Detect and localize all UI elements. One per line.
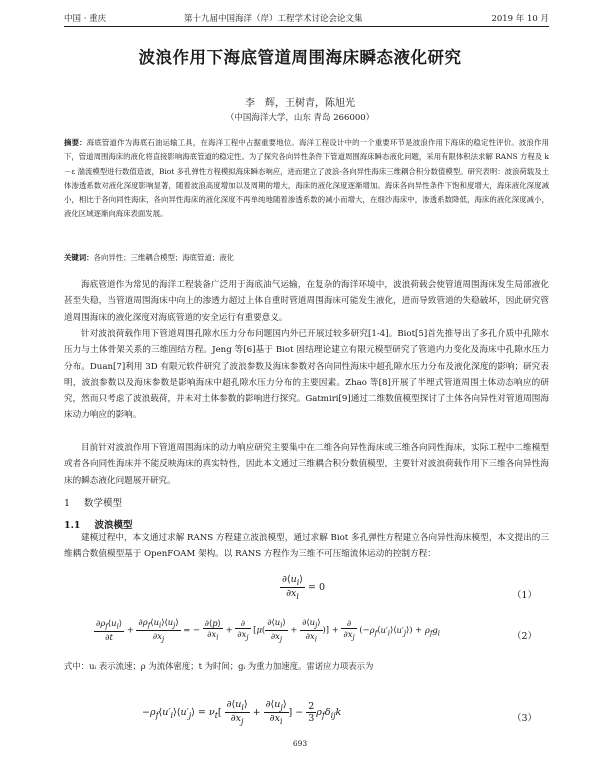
intro-paragraph-1: 海底管道作为常见的海洋工程装备广泛用于海底油气运输，在复杂的海洋环境中，波浪荷载会使管道周围海床发生局部液化甚至失稳，当管道周围海床中向上的渗透力超过上体自重时管道周围海床可能发生液化，进而导致管道的失稳破坏，因此研究管道周围海床的液化深度对海底管道的安全运行有重要意义。 (64, 280, 549, 323)
equation-3 (64, 697, 549, 737)
affiliation: （中国海洋大学，山东 青岛 266000） (225, 113, 375, 123)
reynolds-stress-equation: $-\rho_f⟨u'_i⟩⟨u'_j⟩ = \nu_t$[ $\frac{\partial⟨u_i⟩}{\partial x_j}$ + $\frac{\partial⟨u_j⟩}{\partial x_i}$ ] − $\frac{2}{3}$ $\rho_f\delta_{ij}k$ (142, 699, 342, 726)
running-header (64, 12, 549, 27)
continuity-equation: $\frac{\partial⟨u_i⟩}{\partial x_i}$ = 0 (282, 574, 326, 601)
symbol-definitions: 式中：uᵢ 表示流速；ρ 为流体密度；t 为时间；gᵢ 为重力加速度。雷诺应力项表示为 (64, 661, 374, 671)
keywords-label: 关键词： (64, 253, 94, 262)
header-date: 2019 年 10 月 (491, 14, 549, 24)
equation-1-number: （1） (511, 590, 537, 601)
abstract (64, 136, 549, 222)
intro-paragraph-3: 目前针对波浪作用下管道周围海床的动力响应研究主要集中在二维各向异性海床或三维各向同性海床，实际工程中二维模型或者各向同性海床并不能反映海床的真实特性，因此本文通过三维耦合积分数值模型，主要针对波浪荷载作用下三维各向异性海床的瞬态液化问题展开研究。 (64, 443, 549, 486)
header-proceedings: 第十九届中国海洋（岸）工程学术讨论会论文集 (184, 14, 363, 24)
page-number: 693 (292, 739, 308, 748)
equation-3-number: （3） (511, 713, 537, 724)
authors: 李 辉，王树青，陈旭光 (245, 98, 355, 109)
model-paragraph: 建模过程中，本文通过求解 RANS 方程建立波浪模型，通过求解 Biot 多孔弹性方程建立各向异性海床模型，本文提出的三维耦合数值模型基于 OpenFOAM 架构。以 RANS 方程作为三维不可压缩流体运动的控制方程： (64, 533, 549, 560)
header-location: 中国 · 重庆 (64, 14, 107, 24)
equation-2 (64, 615, 549, 655)
section-title: 数学模型 (84, 498, 123, 509)
paper-title: 波浪作用下海底管道周围海床瞬态液化研究 (138, 48, 462, 67)
section-number: 1 (64, 498, 71, 509)
keywords-text: 各向异性；三维耦合模型；海底管道；液化 (93, 253, 235, 262)
equation-2-number: （2） (511, 631, 537, 642)
equation-1 (64, 574, 549, 614)
subsection-heading-1-1 (64, 517, 133, 531)
abstract-text: 海底管道作为海底石油运输工具，在海洋工程中占据重要地位。海洋工程设计中的一个重要环节是波浪作用下海床的稳定性评价。波浪作用下，管道周围海床的液化将直接影响海底管道的稳定性。为了探究各向异性条件下管道周围海床瞬态液化问题，采用有限体积法求解 RANS 方程及 k－ε 湍流模型进行数值造波，Biot 多孔弹性方程模拟海床瞬态响应，进而建立了波浪-各向异性海床三维耦合积分数值模型。研究表明：波浪荷载及土体渗透系数对液化深度影响显著，随着波浪高度增加以及周期的增大，海床的液化深度逐渐增加。海床各向异性条件下饱和度增大，海床液化深度减小，相比于各向同性海床，各向异性海床的液化深度不再单纯地随着渗透系数的减小而增大，在细沙海床中，渗透系数降低，海床的液化深度减小，液化区域逐渐向海床表面发展。 (64, 138, 549, 219)
intro-paragraph-2: 针对波浪荷载作用下管道周围孔隙水压力分布问题国内外已开展过较多研究[1-4]。Biot[5]首先推导出了多孔介质中孔隙水压力与土体骨架关系的三维固结方程。Jeng 等[6]基于 Biot 固结理论建立有限元模型研究了管道内力变化及海床中孔隙水压力分布。Duan[7]利用 3D 有限元软件研究了波浪参数及海床参数对各向同性海床中超孔隙水压力分布及液化深度的影响；研究表明，波浪参数以及海床参数是影响海床中超孔隙水压力分布的主要因素。Zhao 等[8]开展了半埋式管道周围土体动态响应的研究，然而只考虑了波浪载荷，并未对土体参数的影响进行探究。Gatmiri[9]通过二维数值模型探讨了土体各向异性对管道周围海床动力响应的影响。 (64, 329, 549, 421)
subsection-title: 波浪模型 (94, 520, 133, 531)
abstract-label: 摘要： (64, 138, 87, 147)
keywords (64, 251, 549, 265)
momentum-equation: $\frac{\partial\rho_f⟨u_i⟩}{\partial t}$ + $\frac{\partial\rho_f⟨u_i⟩⟨u_j⟩}{\partial x_j}$ = − $\frac{\partial⟨p⟩}{\partial x_i}$ + $\frac{\partial}{\partial x_j}$ [μ( $\frac{\partial⟨u_i⟩}{\partial x_j}$ + $\frac{\partial⟨u_j⟩}{\partial x_i}$ )] + $\frac{\partial}{\partial x_j}$ $(-\rho_f⟨u'_i⟩⟨u'_j⟩) + \rho_fg_i$ (96, 617, 441, 644)
subsection-number: 1.1 (64, 520, 81, 531)
section-heading-1 (64, 495, 122, 509)
